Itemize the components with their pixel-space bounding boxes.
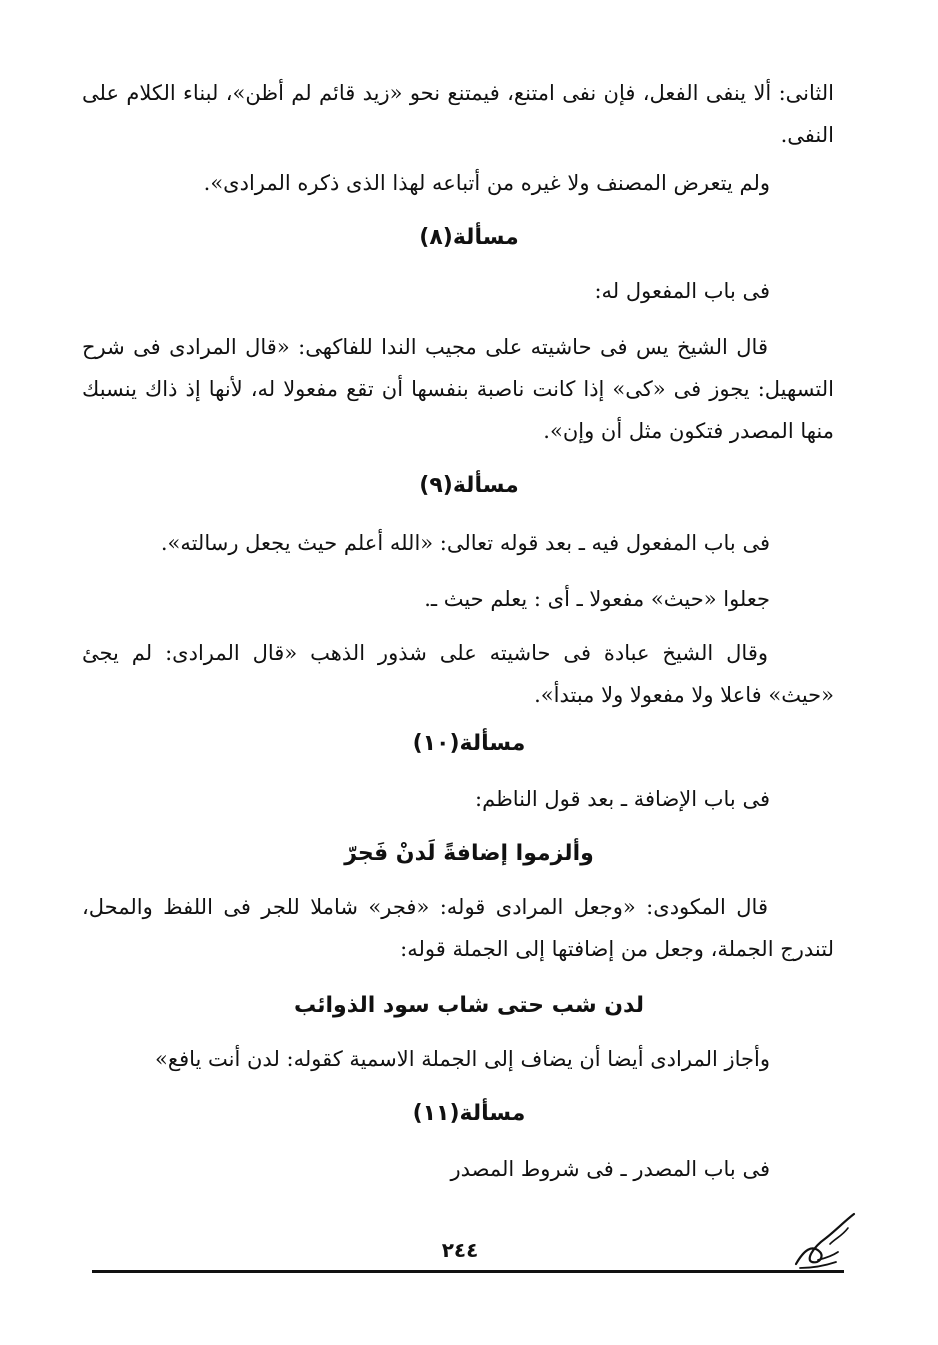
paragraph-sheikh-ibada: وقال الشيخ عبادة فى حاشيته على شذور الذهب «قال المرادى: لم يجئ «حيث» فاعلا ولا مفعولا ولا مبتدأ».	[82, 641, 834, 707]
paragraph-no-objection: ولم يتعرض المصنف ولا غيره من أتباعه لهذا الذى ذكره المرادى».	[203, 171, 770, 195]
issue-heading-11: مسألة(١١)	[412, 1101, 526, 1126]
paragraph-verbal-noun: فى باب المصدر ـ فى شروط المصدر	[450, 1157, 770, 1181]
footer-rule	[92, 1270, 844, 1273]
paragraph-second-condition: الثانى: ألا ينفى الفعل، فإن نفى امتنع، فيمتنع نحو «زيد قائم لم أظن»، لبناء الكلام على النفى.	[82, 81, 834, 147]
paragraph-haythu-object: جعلوا «حيث» مفعولا ـ أى : يعلم حيث ـ.	[424, 587, 770, 611]
paragraph-genitive-construct: فى باب الإضافة ـ بعد قول الناظم:	[475, 787, 770, 811]
paragraph-makudi: قال المكودى: «وجعل المرادى قوله: «فجر» شاملا للجر فى اللفظ والمحل، لتندرج الجملة، وجعل من إضافتها إلى الجملة قوله:	[82, 895, 834, 961]
issue-heading-8: مسألة(٨)	[419, 225, 519, 250]
paragraph-object-of-purpose: فى باب المفعول له:	[594, 279, 770, 303]
handwritten-signature	[790, 1208, 860, 1274]
issue-heading-9: مسألة(٩)	[419, 473, 519, 498]
paragraph-sheikh-yasin: قال الشيخ يس فى حاشيته على مجيب الندا للفاكهى: «قال المرادى فى شرح التسهيل: يجوز فى «كى» إذا كانت ناصبة بنفسها أن تقع مفعولا له، لأنها إذ ذاك ينسبك منها المصدر فتكون مثل أن وإن».	[82, 335, 834, 443]
verse-shabba: لدن شب حتى شاب سود الذوائب	[293, 993, 645, 1018]
paragraph-nominal-clause: وأجاز المرادى أيضا أن يضاف إلى الجملة الاسمية كقوله: لدن أنت يافع»	[155, 1047, 770, 1071]
verse-ladun: وألزموا إضافةً لَدنْ فَجرّ	[344, 841, 594, 866]
issue-heading-10: مسألة(١٠)	[412, 731, 526, 756]
paragraph-adverb-of-place: فى باب المفعول فيه ـ بعد قوله تعالى: «الله أعلم حيث يجعل رسالته».	[160, 531, 770, 555]
page-number: ٢٤٤	[441, 1238, 479, 1262]
